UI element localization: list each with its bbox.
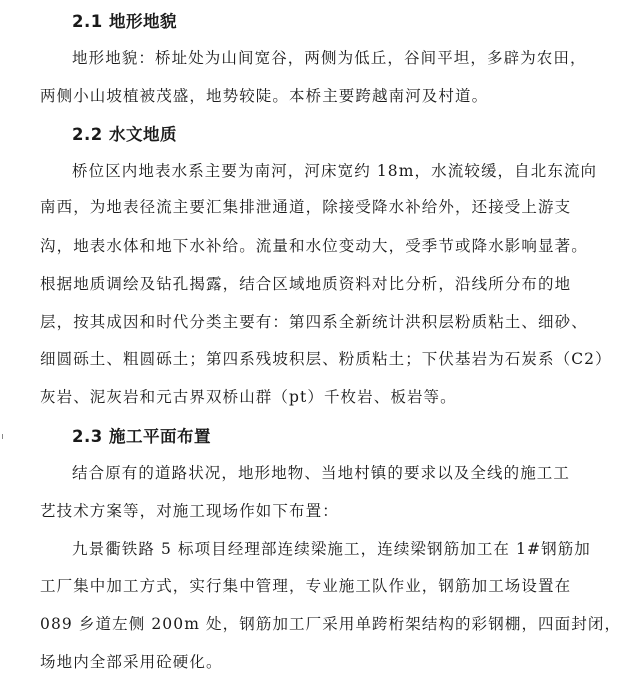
paragraph-line: 场地内全部采用砼硬化。 (40, 653, 223, 671)
section-heading-hydrogeology: 2.2 水文地质 (72, 125, 177, 144)
paragraph-line: 089 乡道左侧 200m 处，钢筋加工厂采用单跨桁架结构的彩钢棚，四面封闭， (40, 615, 622, 633)
paragraph-line: 工厂集中加工方式，实行集中管理，专业施工队作业，钢筋加工场设置在 (40, 577, 572, 595)
paragraph-line: 结合原有的道路状况，地形地物、当地村镇的要求以及全线的施工工 (72, 464, 571, 482)
section-heading-terrain: 2.1 地形地貌 (72, 12, 177, 31)
paragraph-line: 两侧小山坡植被茂盛，地势较陡。本桥主要跨越南河及村道。 (40, 87, 489, 105)
paragraph-line: 细圆砾土、粗圆砾土；第四系残坡积层、粉质粘土；下伏基岩为石炭系（C2） (40, 350, 612, 368)
paragraph-line: 沟，地表水体和地下水补给。流量和水位变动大，受季节或降水影响显著。 (40, 237, 588, 255)
paragraph-line: 层，按其成因和时代分类主要有：第四系全新统计洪积层粉质粘土、细砂、 (40, 313, 588, 331)
paragraph-line: 根据地质调绘及钻孔揭露，结合区域地质资料对比分析，沿线所分布的地 (40, 275, 572, 293)
paragraph-line: 艺技术方案等，对施工现场作如下布置： (40, 502, 339, 520)
margin-mark (2, 434, 3, 439)
paragraph-line: 南西，为地表径流主要汇集排泄通道，除接受降水补给外，还接受上游支 (40, 198, 572, 216)
paragraph-line: 桥位区内地表水系主要为南河，河床宽约 18m，水流较缓，自北东流向 (72, 162, 598, 180)
paragraph-line: 九景衢铁路 5 标项目经理部连续梁施工，连续梁钢筋加工在 1#钢筋加 (72, 540, 591, 558)
section-heading-site-layout: 2.3 施工平面布置 (72, 427, 211, 446)
paragraph-line: 灰岩、泥灰岩和元古界双桥山群（pt）千枚岩、板岩等。 (40, 388, 457, 406)
paragraph-line: 地形地貌：桥址处为山间宽谷，两侧为低丘，谷间平坦，多辟为农田， (72, 49, 587, 67)
